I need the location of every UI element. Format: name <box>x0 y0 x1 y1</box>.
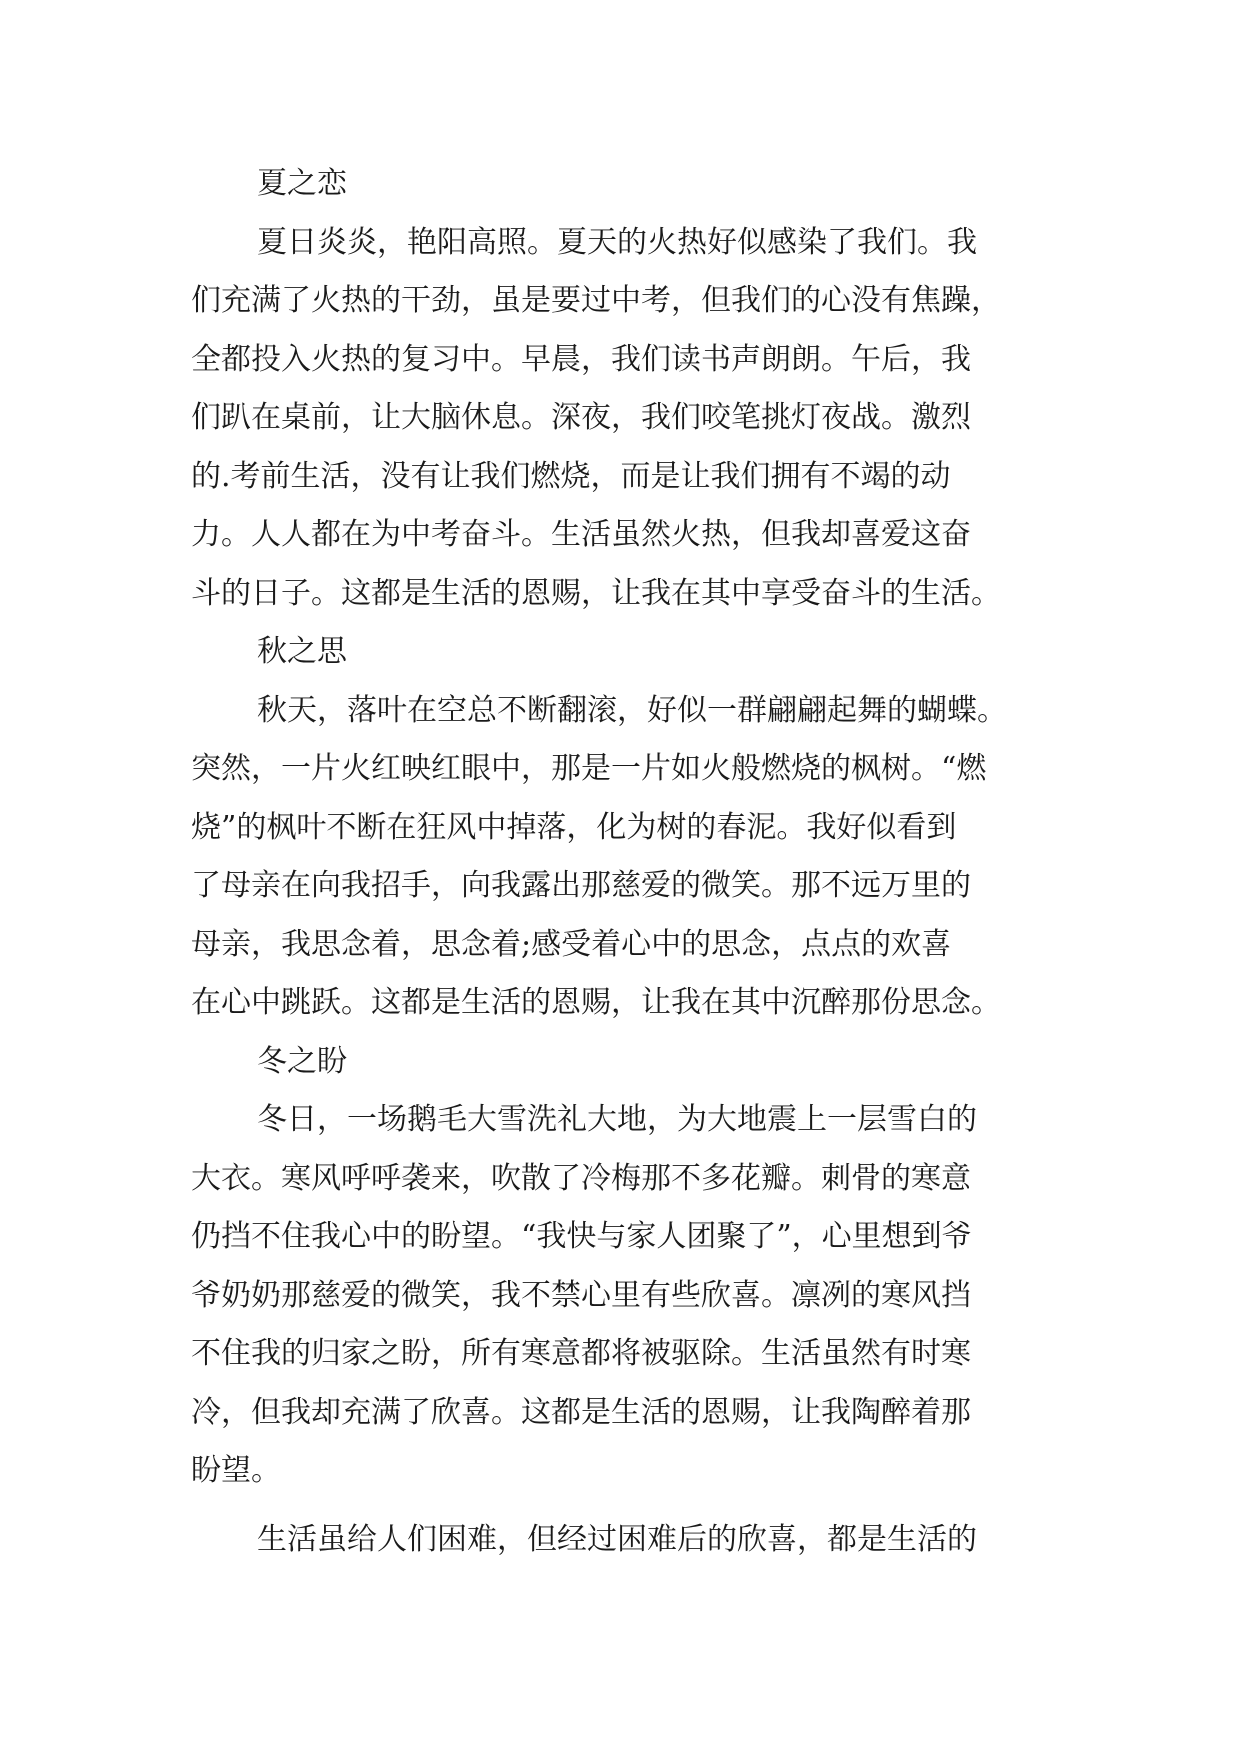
paragraph-line: 冬日，一场鹅毛大雪洗礼大地，为大地震上一层雪白的 <box>257 1102 977 1137</box>
section-heading-winter: 冬之盼 <box>257 1043 347 1079</box>
paragraph-line: 的.考前生活，没有让我们燃烧，而是让我们拥有不竭的动 <box>191 458 951 494</box>
paragraph-line: 烧”的枫叶不断在狂风中掉落，化为树的春泥。我好似看到 <box>191 809 957 845</box>
paragraph-line: 不住我的归家之盼，所有寒意都将被驱除。生活虽然有时寒 <box>191 1336 971 1371</box>
closing-paragraph-line: 生活虽给人们困难，但经过困难后的欣喜，都是生活的 <box>257 1521 977 1557</box>
paragraph-line: 突然，一片火红映红眼中，那是一片如火般燃烧的枫树。“燃 <box>191 751 987 786</box>
paragraph-line: 夏日炎炎，艳阳高照。夏天的火热好似感染了我们。我 <box>257 224 977 260</box>
paragraph-line: 了母亲在向我招手，向我露出那慈爱的微笑。那不远万里的 <box>191 868 971 903</box>
paragraph-line: 斗的日子。这都是生活的恩赐，让我在其中享受奋斗的生活。 <box>191 575 1001 611</box>
paragraph-line: 们趴在桌前，让大脑休息。深夜，我们咬笔挑灯夜战。激烈 <box>191 400 971 435</box>
paragraph-line: 爷奶奶那慈爱的微笑，我不禁心里有些欣喜。凛冽的寒风挡 <box>191 1277 971 1313</box>
paragraph-line: 在心中跳跃。这都是生活的恩赐，让我在其中沉醉那份思念。 <box>191 985 1001 1020</box>
paragraph-line: 秋天，落叶在空总不断翻滚，好似一群翩翩起舞的蝴蝶。 <box>257 692 1007 728</box>
paragraph-line: 盼望。 <box>191 1453 281 1488</box>
paragraph-line: 全都投入火热的复习中。早晨，我们读书声朗朗。午后，我 <box>191 341 971 377</box>
paragraph-line: 仍挡不住我心中的盼望。“我快与家人团聚了”，心里想到爷 <box>191 1219 972 1254</box>
paragraph-line: 母亲，我思念着，思念着;感受着心中的思念，点点的欢喜 <box>191 926 952 962</box>
paragraph-line: 冷，但我却充满了欣喜。这都是生活的恩赐，让我陶醉着那 <box>191 1394 971 1430</box>
section-heading-autumn: 秋之思 <box>257 634 347 669</box>
paragraph-line: 们充满了火热的干劲，虽是要过中考，但我们的心没有焦躁， <box>191 283 1001 318</box>
paragraph-line: 力。人人都在为中考奋斗。生活虽然火热，但我却喜爱这奋 <box>191 517 971 552</box>
paragraph-line: 大衣。寒风呼呼袭来，吹散了冷梅那不多花瓣。刺骨的寒意 <box>191 1160 971 1196</box>
paragraph-gap <box>191 1501 1051 1511</box>
section-heading-summer: 夏之恋 <box>257 166 347 201</box>
document-body <box>191 155 1051 1569</box>
